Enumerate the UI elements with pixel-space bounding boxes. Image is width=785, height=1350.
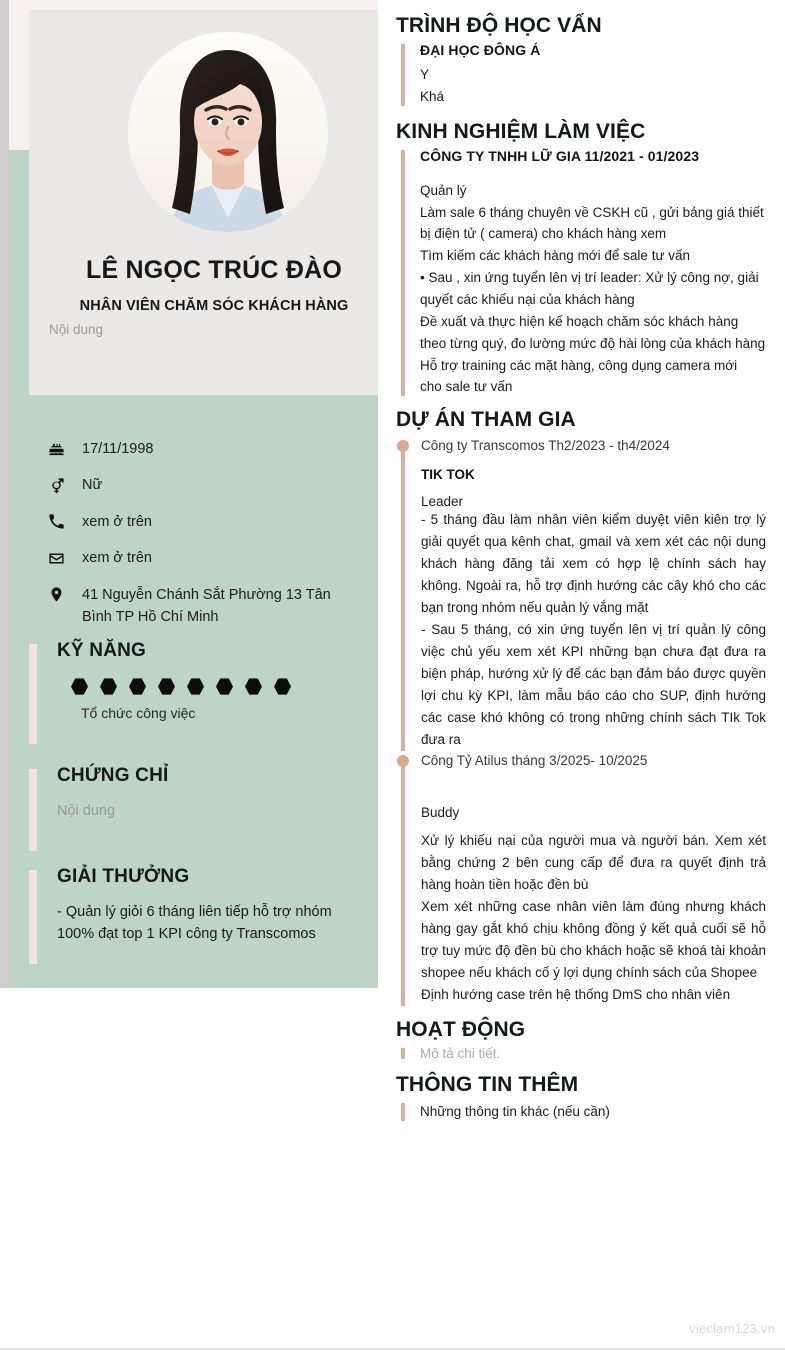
contact-value: 17/11/1998 <box>82 441 154 457</box>
section-heading: DỰ ÁN THAM GIA <box>396 408 576 432</box>
email-icon <box>48 548 72 568</box>
section-heading: KỸ NĂNG <box>57 640 147 661</box>
experience-para: Đề xuất và thực hiện kế hoạch chăm sóc khách hàng theo từng quý, đo lường mức độ hài lòng của khách hàng <box>420 313 766 351</box>
contact-item-address <box>48 584 358 629</box>
page-title: LÊ NGỌC TRÚC ĐÀO <box>86 256 342 284</box>
education-body <box>396 42 766 108</box>
project-item <box>396 751 766 1006</box>
skill-dot <box>274 678 291 695</box>
award-line: 100% đạt top 1 KPI công ty Transcomos <box>57 925 316 942</box>
contact-item-birthday <box>48 438 358 460</box>
section-experience <box>396 120 766 399</box>
activities-text: Mô tả chi tiết. <box>420 1045 501 1061</box>
project-text: Xử lý khiếu nại của người mua và người bán. Xem xét bằng chứng 2 bên cung cấp để đưa ra quyết định trả hàng hoàn tiền hoặc đền bù <box>421 832 766 892</box>
avatar-portrait-icon <box>128 32 328 232</box>
contact-item-phone <box>48 511 358 533</box>
section-more-info <box>396 1073 766 1123</box>
contact-list <box>48 438 358 629</box>
contact-value: xem ở trên <box>82 550 152 567</box>
project-text: Định hướng case trên hệ thống DmS cho nhân viên <box>421 986 731 1002</box>
project-date: Công ty Transcomos Th2/2023 - th4/2024 <box>421 438 670 454</box>
contact-item-email <box>48 547 358 569</box>
section-projects <box>396 408 766 1006</box>
experience-para: Hỗ trợ training các mặt hàng, công dụng camera mới <box>420 357 738 373</box>
award-line: - Quản lý giỏi 6 tháng liên tiếp hỗ trợ nhóm <box>57 904 332 920</box>
project-role: Buddy <box>421 804 460 820</box>
school-name: ĐẠI HỌC ĐÔNG Á <box>420 42 541 58</box>
main-content <box>396 14 766 1125</box>
certificates-body: Nội dung <box>57 803 116 819</box>
birthday-cake-icon <box>48 439 72 459</box>
section-accent-bar <box>29 644 37 744</box>
more-info-body <box>396 1101 766 1123</box>
location-pin-icon <box>48 585 72 605</box>
awards-body <box>57 902 359 946</box>
section-accent-bar <box>401 1103 405 1121</box>
skill-rating <box>71 678 359 695</box>
sidebar-left-edge <box>0 0 9 988</box>
section-heading: THÔNG TIN THÊM <box>396 1072 579 1096</box>
section-heading: TRÌNH ĐỘ HỌC VẤN <box>396 14 602 37</box>
profile-subtitle: Nội dung <box>49 321 104 337</box>
more-info-text: Những thông tin khác (nếu cần) <box>420 1103 610 1119</box>
section-accent-bar <box>29 870 37 964</box>
job-title: NHÂN VIÊN CHĂM SÓC KHÁCH HÀNG <box>79 297 349 314</box>
section-skills <box>29 640 359 721</box>
section-accent-bar <box>401 150 405 397</box>
contact-item-gender <box>48 474 358 496</box>
activities-body <box>396 1046 766 1061</box>
company-name: CÔNG TY TNHH LỮ GIA 11/2021 - 01/2023 <box>420 147 700 164</box>
timeline-dot-icon <box>397 440 409 452</box>
section-awards <box>29 866 359 946</box>
section-heading: KINH NGHIỆM LÀM VIỆC <box>396 119 646 143</box>
skill-dot <box>187 678 204 695</box>
section-heading: GIẢI THƯỞNG <box>57 866 190 887</box>
left-sidebar <box>0 0 378 988</box>
phone-icon <box>48 512 72 532</box>
section-accent-bar <box>401 44 405 106</box>
section-accent-bar <box>401 1048 405 1059</box>
project-date: Công Tỷ Atilus tháng 3/2025- 10/2025 <box>421 752 648 768</box>
project-text: - Sau 5 tháng, có xin ứng tuyển lên vị trí quản lý công việc chủ yếu xem xét KPI những bạn chưa đạt đưa ra biện pháp, hướng xử lý để các bạn đảm bảo được quyền lợi chu kỳ KPI, làm mẫu báo cáo cho SUP, định hướng các case khó không có trong những chính sách TIk Tok đưa ra <box>421 621 766 747</box>
skill-dot <box>100 678 117 695</box>
section-heading: HOẠT ĐỘNG <box>396 1017 526 1041</box>
experience-para: • Sau , xin ứng tuyển lên vị trí leader: Xử lý công nợ, giải quyết các khiếu nại của khách hàng <box>420 270 759 308</box>
major: Y <box>420 67 430 82</box>
project-role: Leader <box>421 493 464 509</box>
section-certificates <box>29 765 359 823</box>
avatar <box>128 32 328 232</box>
profile-card <box>29 10 378 395</box>
contact-value: Nữ <box>82 477 103 494</box>
grade: Khá <box>420 88 445 104</box>
watermark: vieclam123.vn <box>689 1321 775 1336</box>
section-activities <box>396 1018 766 1061</box>
position: Quản lý <box>420 182 467 198</box>
timeline-dot-icon <box>397 755 409 767</box>
experience-para: Tìm kiếm các khách hàng mới để sale tư vấn <box>420 248 690 264</box>
project-item <box>396 436 766 750</box>
skill-dot <box>71 678 88 695</box>
skill-dot <box>245 678 262 695</box>
project-text: - 5 tháng đầu làm nhân viên kiểm duyệt viên kiên trợ lý giải quyết qua kênh chat, gmail và xem xét các nội dung khách hàng đăng tải xem có hợp lệ chính sách hay không. Ngoài ra, hỗ trợ định hướng các cây khó cho các bạn trong nhóm nếu quản lý vắng mặt <box>421 511 766 615</box>
skill-dot <box>158 678 175 695</box>
experience-para: Làm sale 6 tháng chuyên về CSKH cũ , gửi bảng giá thiết bị điện tử ( camera) cho khách hàng xem <box>420 204 764 242</box>
timeline-bar <box>401 763 405 1006</box>
name-block <box>49 255 379 337</box>
project-title: TIK TOK <box>421 466 475 482</box>
timeline-bar <box>401 448 405 750</box>
skill-dot <box>216 678 233 695</box>
section-education <box>396 14 766 108</box>
section-accent-bar <box>29 769 37 851</box>
experience-body <box>396 148 766 399</box>
gender-icon <box>48 475 72 495</box>
experience-para: cho sale tư vấn <box>420 379 513 395</box>
contact-value: 41 Nguyễn Chánh Sắt Phường 13 Tân Bình TP Hồ Chí Minh <box>82 586 331 626</box>
skill-dot <box>129 678 146 695</box>
project-text: Xem xét những case nhân viên làm đúng nhưng khách hàng gay gắt khó chịu không đồng ý kết quả cuối sẽ hỗ trợ tuy mức độ đền bù cho khách hoặc sẽ khoá tài khoản shopee nếu khách cố ý lợi dụng chính sách của Shopee <box>421 898 766 980</box>
contact-value: xem ở trên <box>82 513 152 530</box>
section-heading: CHỨNG CHỈ <box>57 765 169 786</box>
skill-label: Tổ chức công việc <box>81 705 196 721</box>
